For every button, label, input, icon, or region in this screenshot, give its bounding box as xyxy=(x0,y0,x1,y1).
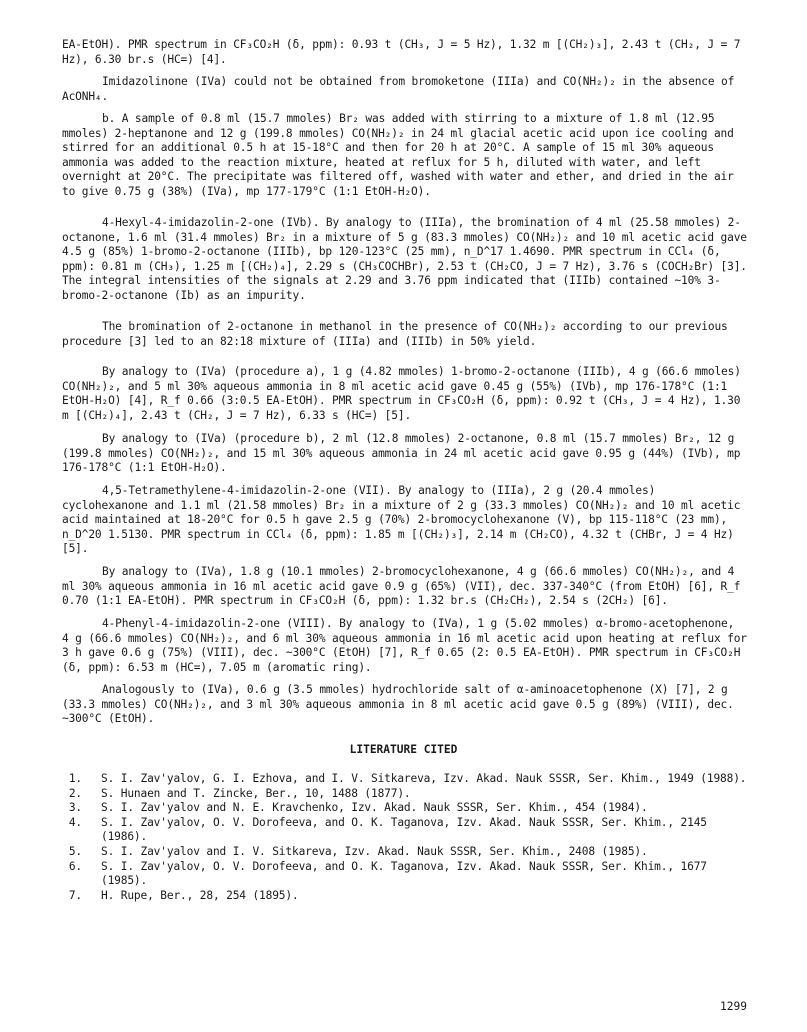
reference-item: 5. S. I. Zav'yalov and I. V. Sitkareva, Izv. Akad. Nauk SSSR, Ser. Khim., 2408 (1985). xyxy=(68,844,648,858)
reference-item: 4. S. I. Zav'yalov, O. V. Dorofeeva, and O. K. Taganova, Izv. Akad. Nauk SSSR, Ser. Khim., 2145 (1986). xyxy=(68,815,707,844)
reference-item: 2. S. Hunaen and T. Zincke, Ber., 10, 1488 (1877). xyxy=(68,786,411,800)
reference-item: 6. S. I. Zav'yalov, O. V. Dorofeeva, and O. K. Taganova, Izv. Akad. Nauk SSSR, Ser. Khim., 1677 (1985). xyxy=(68,859,707,888)
paragraph-10: 4-Phenyl-4-imidazolin-2-one (VIII). By analogy to (IVa), 1 g (5.02 mmoles) α-bromo-acetophenone, 4 g (66.6 mmoles) CO(NH₂)₂, and 6 ml 30% aqueous ammonia in 16 ml acetic acid upon heating at reflux for 3 h gave 0.6 g (75%) (VIII), dec. ~300°C (EtOH) [7], R_f 0.65 (2: 0.5 EA-EtOH). PMR spectrum in CF₃CO₂H (δ, ppm): 6.53 m (HC=), 7.05 m (aromatic ring). xyxy=(62,617,754,674)
paragraph-1: EA-EtOH). PMR spectrum in CF₃CO₂H (δ, ppm): 0.93 t (CH₃, J = 5 Hz), 1.32 m [(CH₂)₃], 2.43 t (CH₂, J = 7 Hz), 6.30 br.s (HC=) [4]. xyxy=(62,38,747,66)
page-number: 1299 xyxy=(720,1000,747,1013)
reference-item: 3. S. I. Zav'yalov and N. E. Kravchenko, Izv. Akad. Nauk SSSR, Ser. Khim., 454 (1984). xyxy=(68,801,648,815)
paragraph-8: 4,5-Tetramethylene-4-imidazolin-2-one (VII). By analogy to (IIIa), 2 g (20.4 mmoles) cyclohexanone and 1.1 ml (21.58 mmoles) Br₂ in a mixture of 2 g (33.3 mmoles) CO(NH₂)₂ and 10 ml acetic acid maintained at 18-20°C for 0.5 h gave 2.5 g (70%) 2-bromocyclohexanone (V), bp 115-118°C (23 mm), n_D^20 1.5130. PMR spectrum in CCl₄ (δ, ppm): 1.85 m [(CH₂)₃], 2.14 m (CH₂CO), 4.32 t (CHBr, J = 4 Hz) [5]. xyxy=(62,484,747,556)
paragraph-9: By analogy to (IVa), 1.8 g (10.1 mmoles) 2-bromocyclohexanone, 4 g (66.6 mmoles) CO(NH₂)₂, and 4 ml 30% aqueous ammonia in 16 ml acetic acid gave 0.9 g (65%) (VII), dec. 337-340°C (from EtOH) [6], R_f 0.70 (1:1 EA-EtOH). PMR spectrum in CF₃CO₂H (δ, ppm): 1.32 br.s (CH₂CH₂), 2.54 s (2CH₂) [6]. xyxy=(62,565,747,608)
paragraph-3: b. A sample of 0.8 ml (15.7 mmoles) Br₂ was added with stirring to a mixture of 1.8 ml (12.95 mmoles) 2-heptanone and 12 g (199.8 mmoles) CO(NH₂)₂ in 24 ml glacial acetic acid upon ice cooling and stirred for an additional 0.5 h at 15-18°C and then for 20 h at 20°C. A sample of 15 ml 30% aqueous ammonia was added to the reaction mixture, heated at reflux for 5 h, diluted with water, and left overnight at 20°C. The precipitate was filtered off, washed with water and ether, and dried in the air to give 0.75 g (38%) (IVa), mp 177-179°C (1:1 EtOH-H₂O). xyxy=(62,112,741,198)
reference-item: 1. S. I. Zav'yalov, G. I. Ezhova, and I. V. Sitkareva, Izv. Akad. Nauk SSSR, Ser. Khim., 1949 (1988). xyxy=(68,772,747,785)
reference-item: 7. H. Rupe, Ber., 28, 254 (1895). xyxy=(68,888,299,902)
paragraph-7: By analogy to (IVa) (procedure b), 2 ml (12.8 mmoles) 2-octanone, 0.8 ml (15.7 mmoles) Br₂, 12 g (199.8 mmoles) CO(NH₂)₂, and 15 ml 30% aqueous ammonia in 24 ml acetic acid gave 0.95 g (44%) (IVb), mp 176-178°C (1:1 EtOH-H₂O). xyxy=(62,432,747,475)
reference-list xyxy=(62,772,747,903)
paragraph-5: The bromination of 2-octanone in methanol in the presence of CO(NH₂)₂ according to our previous procedure [3] led to an 82:18 mixture of (IIIa) and (IIIb) in 50% yield. xyxy=(62,320,735,348)
paragraph-6: By analogy to (IVa) (procedure a), 1 g (4.82 mmoles) 1-bromo-2-octanone (IIIb), 4 g (66.6 mmoles) CO(NH₂)₂, and 5 ml 30% aqueous ammonia in 8 ml acetic acid gave 0.45 g (55%) (IVb), mp 176-178°C (1:1 EtOH-H₂O) [4], R_f 0.66 (3:0.5 EA-EtOH). PMR spectrum in CF₃CO₂H (δ, ppm): 0.92 t (CH₃, J = 4 Hz), 1.30 m [(CH₂)₄], 2.43 t (CH₂, J = 7 Hz), 6.33 s (HC=) [5]. xyxy=(62,365,748,422)
paragraph-2: Imidazolinone (IVa) could not be obtained from bromoketone (IIIa) and CO(NH₂)₂ in the absence of AcONH₄. xyxy=(62,75,741,103)
literature-cited-heading: LITERATURE CITED xyxy=(349,743,458,756)
paragraph-4: 4-Hexyl-4-imidazolin-2-one (IVb). By analogy to (IIIa), the bromination of 4 ml (25.58 mmoles) 2-octanone, 1.6 ml (31.4 mmoles) Br₂ in a mixture of 5 g (83.3 mmoles) CO(NH₂)₂ and 10 ml acetic acid gave 4.5 g (85%) 1-bromo-2-octanone (IIIb), bp 120-123°C (25 mm), n_D^17 1.4690. PMR spectrum in CCl₄ (δ, ppm): 0.81 m (CH₃), 1.25 m [(CH₂)₄], 2.29 s (CH₃COCHBr), 2.53 t (CH₂CO, J = 7 Hz), 3.76 s (COCH₂Br) [3]. The integral intensities of the signals at 2.29 and 3.76 ppm indicated that (IIIb) contained ~10% 3-bromo-2-octanone (Ib) as an impurity. xyxy=(62,216,754,302)
paragraph-11: Analogously to (IVa), 0.6 g (3.5 mmoles) hydrochloride salt of α-aminoacetophenone (X) [7], 2 g (33.3 mmoles) CO(NH₂)₂, and 3 ml 30% aqueous ammonia in 8 ml acetic acid gave 0.5 g (89%) (VIII), dec. ~300°C (EtOH). xyxy=(62,683,741,726)
